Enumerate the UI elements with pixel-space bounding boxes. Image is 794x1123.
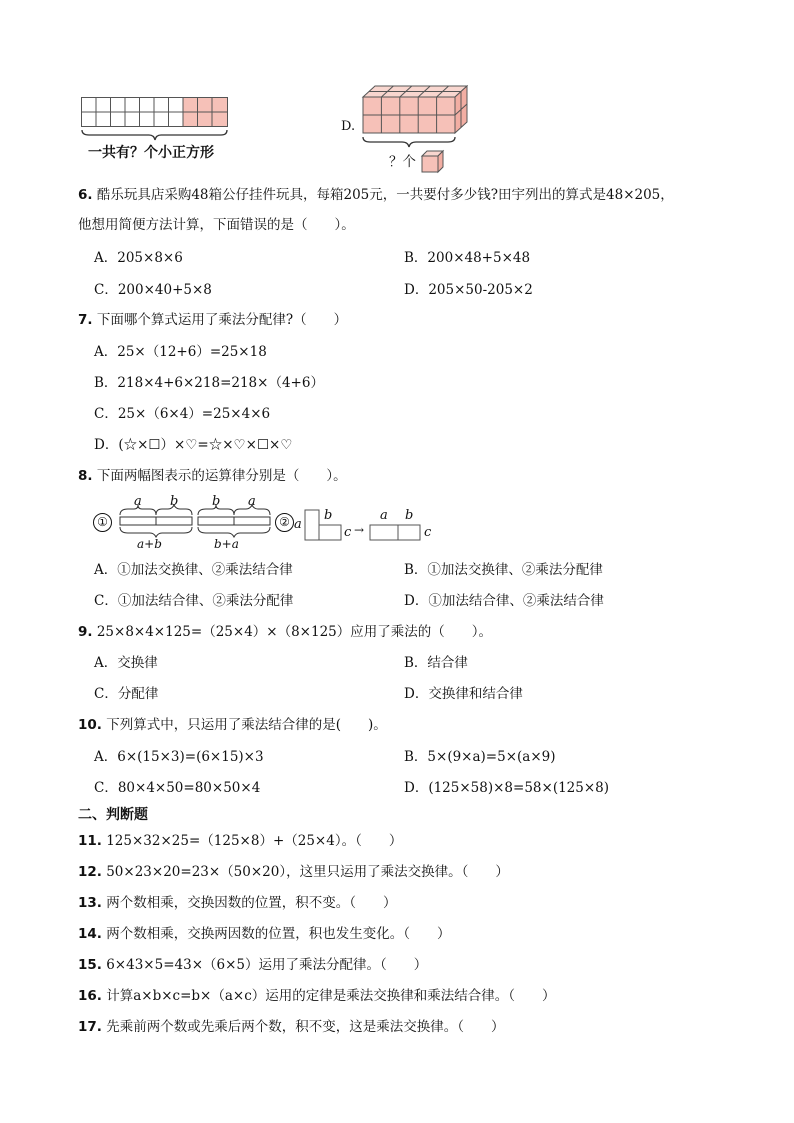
option-a[interactable]: A．6×(15×3)=(6×15)×3 (94, 749, 264, 765)
label-a-3: a (294, 517, 302, 532)
question-7 (78, 311, 347, 329)
question-text: 两个数相乘，交换因数的位置，积不变。（ ） (106, 895, 397, 911)
option-b[interactable]: B．218×4+6×218=218×（4+6） (94, 375, 324, 391)
question-8 (78, 467, 347, 485)
judge-16 (78, 987, 556, 1005)
question-6 (78, 186, 674, 204)
question-number: 10. (78, 717, 102, 733)
label-a-2: a (248, 494, 256, 509)
option-d[interactable]: D．①加法结合律、②乘法结合律 (404, 593, 604, 609)
question-10 (78, 716, 387, 734)
option-a[interactable]: A．205×8×6 (94, 250, 183, 266)
option-d[interactable]: D．205×50-205×2 (404, 282, 533, 298)
grid-caption: 一共有？个小正方形 (88, 145, 214, 161)
question-text: 酷乐玩具店采购48箱公仔挂件玩具，每箱205元，一共要付多少钱?田宇列出的算式是48×205， (96, 187, 674, 203)
option-c[interactable]: C．25×（6×4）=25×4×6 (94, 406, 271, 422)
option-d[interactable]: D．交换律和结合律 (404, 686, 523, 702)
question-text: 下列算式中，只运用了乘法结合律的是( )。 (106, 717, 387, 733)
question-text: 先乘前两个数或先乘后两个数，积不变，这是乘法交换律。（ ） (106, 1019, 505, 1035)
label-b-plus-a: b+a (214, 537, 239, 551)
question-text: 6×43×5=43×（6×5）运用了乘法分配律。（ ） (106, 957, 428, 973)
question-text: 125×32×25=（125×8）+（25×4）。（ ） (106, 833, 403, 849)
judge-14 (78, 925, 450, 943)
question-number: 9. (78, 624, 93, 640)
label-c-1: c (344, 525, 352, 540)
cube-option-label: D. (341, 119, 356, 134)
question-number: 12. (78, 864, 102, 880)
label-b-2: b (212, 494, 221, 509)
option-a[interactable]: A．①加法交换律、②乘法结合律 (94, 562, 293, 578)
question-text: 25×8×4×125=（25×4）×（8×125）应用了乘法的（ ）。 (96, 624, 493, 640)
question-text: 50×23×20=23×（50×20），这里只运用了乘法交换律。（ ） (106, 864, 509, 880)
label-a-4: a (380, 508, 388, 523)
label-b-1: b (170, 494, 179, 509)
question-text: 下面哪个算式运用了乘法分配律?（ ） (96, 312, 348, 328)
question-number: 7. (78, 312, 93, 328)
option-d[interactable]: D．(☆×☐）×♡=☆×♡×☐×♡ (94, 437, 293, 453)
question-text: 计算a×b×c=b×（a×c）运用的定律是乘法交换律和乘法结合律。（ ） (106, 988, 556, 1004)
option-c[interactable]: C．200×40+5×8 (94, 282, 212, 298)
judge-13 (78, 894, 396, 912)
option-b[interactable]: B．5×(9×a)=5×(a×9) (404, 749, 556, 765)
judge-11 (78, 832, 402, 850)
label-a-plus-b: a+b (137, 537, 162, 551)
label-a-1: a (134, 494, 142, 509)
label-c-2: c (424, 525, 432, 540)
question-number: 13. (78, 895, 102, 911)
option-b[interactable]: B．①加法交换律、②乘法分配律 (404, 562, 603, 578)
figure-8 (92, 493, 452, 553)
option-d[interactable]: D．(125×58)×8=58×(125×8) (404, 780, 610, 796)
question-text: 两个数相乘，交换两因数的位置，积也发生变化。（ ） (106, 926, 451, 942)
question-number: 11. (78, 833, 102, 849)
cuboid-caption: ？个 (389, 154, 416, 170)
question-6-line2: 他想用简便方法计算，下面错误的是（ ）。 (78, 217, 355, 233)
judge-15 (78, 956, 427, 974)
option-b[interactable]: B．结合律 (404, 655, 468, 671)
question-number: 17. (78, 1019, 102, 1035)
question-number: 16. (78, 988, 102, 1004)
option-c[interactable]: C．80×4×50=80×50×4 (94, 780, 261, 796)
judge-12 (78, 863, 509, 881)
question-number: 8. (78, 468, 93, 484)
label-b-4: b (405, 508, 414, 523)
option-c[interactable]: C．①加法结合律、②乘法分配律 (94, 593, 294, 609)
option-a[interactable]: A．交换律 (94, 655, 158, 671)
figure-1-marker: ① (93, 513, 112, 532)
question-9 (78, 623, 492, 641)
question-number: 14. (78, 926, 102, 942)
figure-2-marker: ② (275, 513, 294, 532)
question-text: 下面两幅图表示的运算律分别是（ ）。 (96, 468, 347, 484)
option-a[interactable]: A．25×（12+6）=25×18 (94, 344, 267, 360)
arrow: → (354, 523, 365, 537)
option-b[interactable]: B．200×48+5×48 (404, 250, 531, 266)
section-title: 二、判断题 (78, 807, 148, 823)
option-c[interactable]: C．分配律 (94, 686, 159, 702)
judge-17 (78, 1018, 504, 1036)
question-number: 6. (78, 187, 93, 203)
label-b-3: b (324, 508, 333, 523)
question-number: 15. (78, 957, 102, 973)
